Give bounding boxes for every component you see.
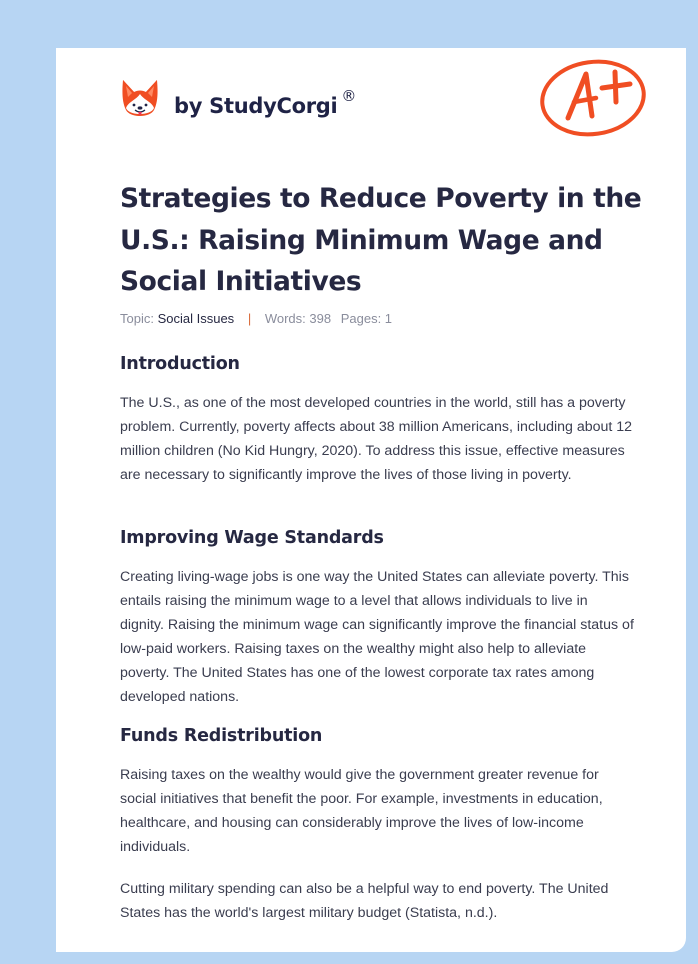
section-heading: Introduction — [120, 354, 240, 374]
topic-link[interactable]: Social Issues — [157, 311, 235, 326]
header — [120, 72, 646, 152]
word-count: Words: 398 — [264, 311, 332, 326]
paragraph: Raising taxes on the wealthy would give the government greater revenue for social initiatives that benefit the poor. For example, investments in education, healthcare, and housing can considerably improve the lives of low-income individuals. — [120, 767, 603, 855]
meta-separator: | — [247, 311, 252, 326]
document-meta — [120, 311, 392, 326]
topic-label: Topic: — [120, 311, 154, 326]
page-count: Pages: 1 — [340, 311, 393, 326]
studycorgi-logo[interactable] — [120, 76, 356, 124]
registered-mark: ® — [341, 87, 357, 105]
paragraph: The U.S., as one of the most developed countries in the world, still has a poverty problem. Currently, poverty affects about 38 million Americans, including about 12 million children (No Kid Hungry, 2020). To address this issue, effective measures are necessary to significantly improve the lives of those living in poverty. — [120, 395, 633, 483]
corgi-icon — [120, 78, 160, 122]
section-heading: Funds Redistribution — [120, 726, 323, 746]
section-heading: Improving Wage Standards — [120, 528, 384, 548]
paragraph: Creating living-wage jobs is one way the United States can alleviate poverty. This entails raising the minimum wage to a level that allows individuals to live in dignity. Raising the minimum wage can significantly improve the financial status of low-paid workers. Raising taxes on the wealthy might also help to alleviate poverty. The United States has one of the lowest corporate tax rates among developed nations. — [120, 569, 634, 705]
logo-text: by StudyCorgi — [174, 94, 338, 118]
paragraph: Cutting military spending can also be a helpful way to end poverty. The United States has the world's largest military budget (Statista, n.d.). — [120, 881, 609, 921]
document-title: Strategies to Reduce Poverty in the U.S.: Raising Minimum Wage and Social Initiatives — [120, 183, 642, 297]
document-card — [56, 48, 686, 952]
a-plus-icon — [538, 58, 648, 140]
